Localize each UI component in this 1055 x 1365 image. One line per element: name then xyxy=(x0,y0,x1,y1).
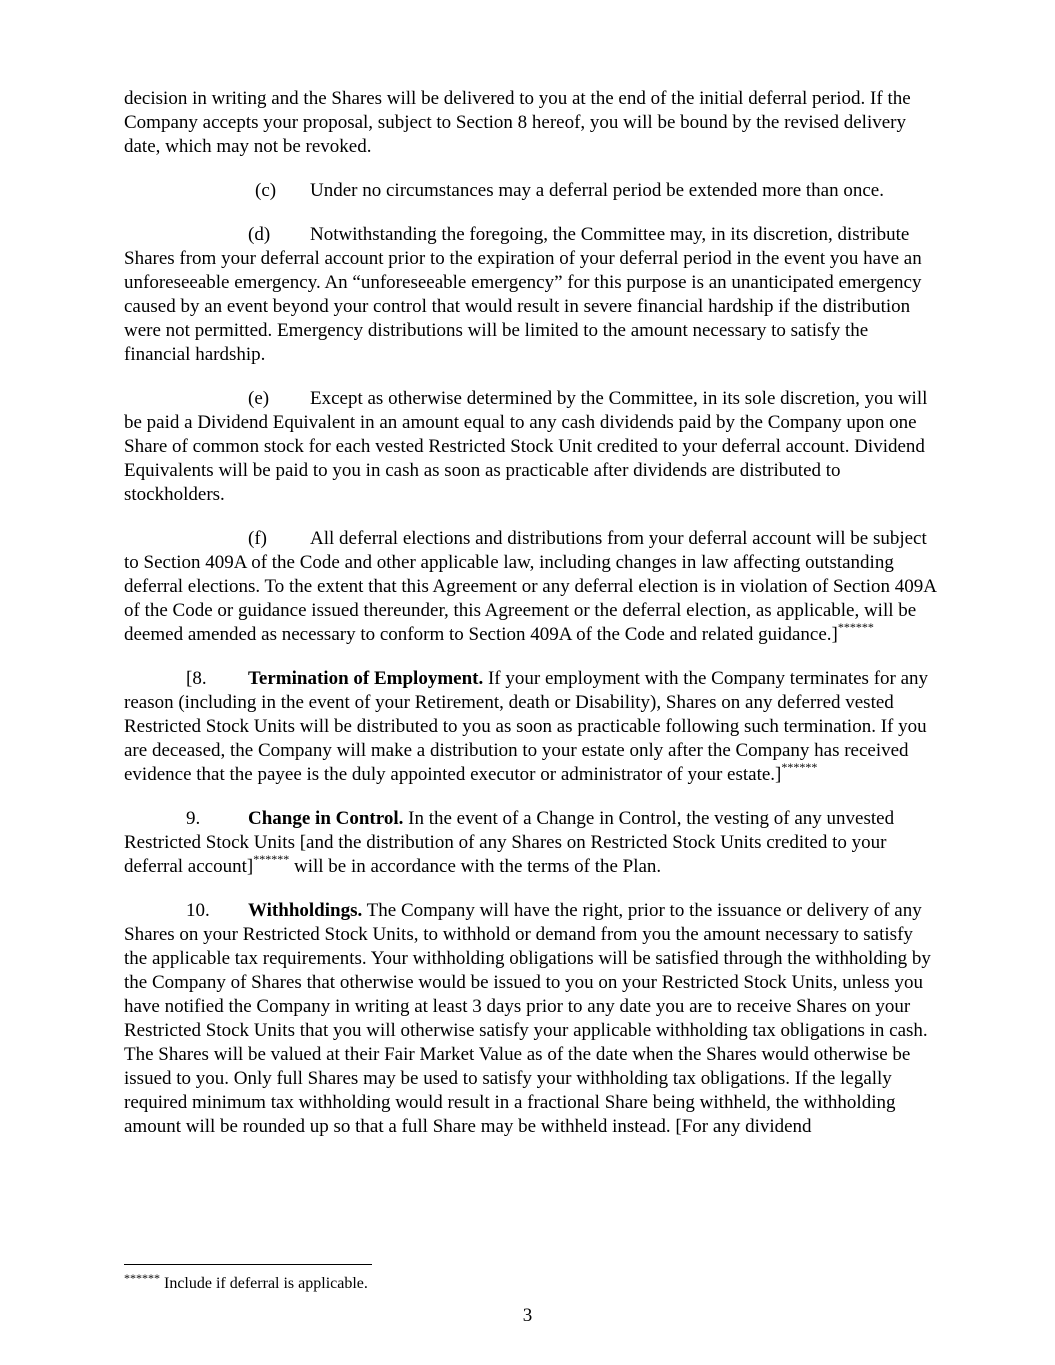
footnote-reference: ****** xyxy=(781,759,818,774)
section-10-withholdings xyxy=(124,899,936,1139)
paragraph-label: (e) xyxy=(248,388,270,409)
footnote xyxy=(124,1271,368,1294)
footnote-mark: ****** xyxy=(124,1271,160,1285)
paragraph-e xyxy=(124,387,936,507)
footnote-text: Include if deferral is applicable. xyxy=(164,1275,368,1292)
section-text: In the event of a Change in Control, the vesting of any unvested Restricted Stock Units [and the distribution of any Shares on Restricted Stock Units credited to your deferral account] xyxy=(124,808,895,877)
page-number: 3 xyxy=(522,1305,533,1326)
paragraph-text: Under no circumstances may a deferral period be extended more than once. xyxy=(310,180,884,201)
section-number: 9. xyxy=(186,808,201,829)
paragraph-label: (d) xyxy=(248,224,271,245)
section-number: 10. xyxy=(186,900,210,921)
paragraph-text: Notwithstanding the foregoing, the Committee may, in its discretion, distribute Shares from your deferral account prior to the expiration of your deferral period in the event you have an unforeseeable emergency. An “unforeseeable emergency” for this purpose is an unanticipated emergency caused by an event beyond your control that would result in severe financial hardship if the distribution were not permitted. Emergency distributions will be limited to the amount necessary to satisfy the financial hardship. xyxy=(124,224,922,365)
section-text-continued: will be in accordance with the terms of the Plan. xyxy=(293,856,662,877)
paragraph-text: All deferral elections and distributions from your deferral account will be subject to Section 409A of the Code and other applicable law, including changes in law affecting outstanding deferral elections. To the extent that this Agreement or any deferral election is in violation of Section 409A of the Code or guidance issued thereunder, this Agreement or the deferral election, as applicable, will be deemed amended as necessary to conform to Section 409A of the Code and related guidance.] xyxy=(124,528,936,645)
section-heading: Change in Control. xyxy=(248,808,404,829)
document-body xyxy=(124,87,936,1159)
section-8-termination xyxy=(124,667,936,787)
section-heading: Termination of Employment. xyxy=(248,668,484,689)
section-text: If your employment with the Company terminates for any reason (including in the event of your Retirement, death or Disability), Shares on any deferred vested Restricted Stock Units will be distributed to you as soon as practicable following such termination. If you are deceased, the Company will make a distribution to your estate only after the Company has received evidence that the payee is the duly appointed executor or administrator of your estate.] xyxy=(124,668,929,785)
paragraph-d xyxy=(124,223,936,367)
section-text: The Company will have the right, prior to the issuance or delivery of any Shares on your Restricted Stock Units, to withhold or demand from you the amount necessary to satisfy the applicable tax requirements. Your withholding obligations will be satisfied through the withholding by the Company of Shares that otherwise would be issued to you on your Restricted Stock Units, unless you have notified the Company in writing at least 3 days prior to any date you are to receive Shares on your Restricted Stock Units that you will otherwise satisfy your applicable withholding tax obligations in cash. The Shares will be valued at their Fair Market Value as of the date when the Shares would otherwise be issued to you. Only full Shares may be used to satisfy your withholding tax obligations. If the legally required minimum tax withholding would result in a fractional Share being withheld, the withholding amount will be rounded up so that a full Share may be withheld instead. [For any dividend xyxy=(124,900,931,1137)
paragraph-label: (f) xyxy=(248,528,267,549)
paragraph-continuation: decision in writing and the Shares will be delivered to you at the end of the initial deferral period. If the Company accepts your proposal, subject to Section 8 hereof, you will be bound by the revised delivery date, which may not be revoked. xyxy=(124,88,911,157)
paragraph-text: Except as otherwise determined by the Committee, in its sole discretion, you will be paid a Dividend Equivalent in an amount equal to any cash dividends paid by the Company upon one Share of common stock for each vested Restricted Stock Unit credited to your deferral account. Dividend Equivalents will be paid to you in cash as soon as practicable after dividends are distributed to stockholders. xyxy=(124,388,928,505)
section-heading: Withholdings. xyxy=(248,900,363,921)
footnote-reference: ****** xyxy=(253,851,290,866)
section-number: [8. xyxy=(186,668,207,689)
paragraph-f xyxy=(124,527,936,647)
paragraph-c xyxy=(124,179,936,203)
footnote-reference: ****** xyxy=(837,619,874,634)
footnote-divider xyxy=(124,1264,372,1265)
section-9-change-in-control xyxy=(124,807,936,879)
paragraph-label: (c) xyxy=(255,180,277,201)
